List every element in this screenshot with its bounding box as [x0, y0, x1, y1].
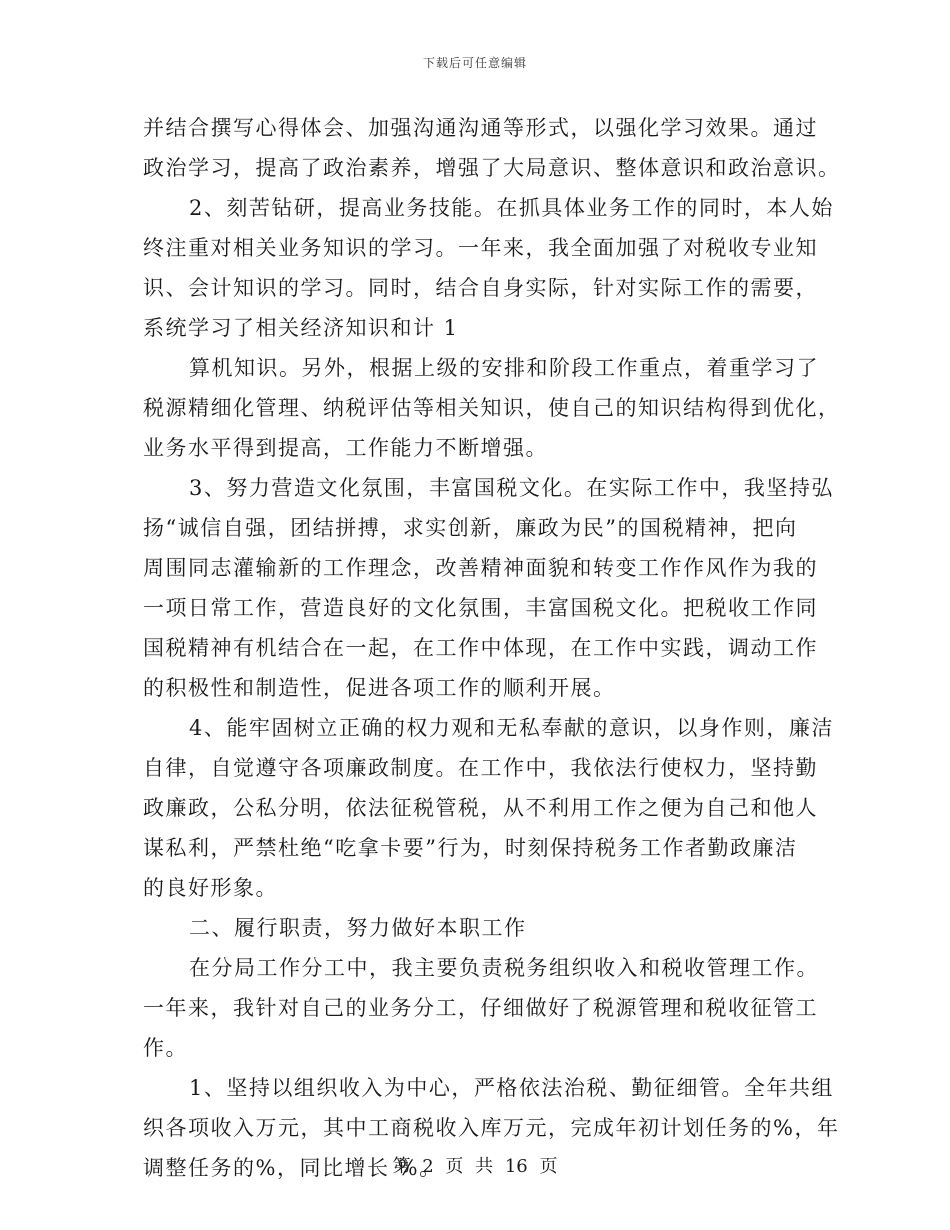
- body-line: 政治学习，提高了政治素养，增强了大局意识、整体意识和政治意识。: [143, 156, 841, 180]
- body-line: 终注重对相关业务知识的学习。一年来，我全面加强了对税收专业知: [143, 236, 818, 260]
- body-line: 谋私利，严禁杜绝“吃拿卡要”行为，时刻保持税务工作者勤政廉洁: [143, 836, 798, 860]
- page-header-note: 下载后可任意编辑: [422, 56, 527, 70]
- body-line: 织各项收入万元，其中工商税收入库万元，完成年初计划任务的%，年: [143, 1116, 840, 1140]
- body-line: 税源精细化管理、纳税评估等相关知识，使自己的知识结构得到优化，: [143, 396, 841, 420]
- section-heading: 二、履行职责，努力做好本职工作: [189, 916, 527, 940]
- body-line: 的良好形象。: [143, 876, 278, 900]
- body-line: 作。: [143, 1036, 188, 1060]
- body-line: 自律，自觉遵守各项廉政制度。在工作中，我依法行使权力，坚持勤: [143, 756, 818, 780]
- page-number-footer: 第 2 页 共 16 页: [392, 1156, 558, 1177]
- body-line: 调整任务的%，同比增长 %。: [143, 1156, 442, 1180]
- body-line: 政廉政，公私分明，依法征税管税，从不利用工作之便为自己和他人: [143, 796, 818, 820]
- body-line: 算机知识。另外，根据上级的安排和阶段工作重点，着重学习了: [189, 356, 819, 380]
- body-line: 2、刻苦钻研，提高业务技能。在抓具体业务工作的同时，本人始: [189, 196, 834, 220]
- body-line: 3、努力营造文化氛围，丰富国税文化。在实际工作中，我坚持弘: [189, 476, 834, 500]
- body-line: 识、会计知识的学习。同时，结合自身实际，针对实际工作的需要，: [143, 276, 818, 300]
- document-body: [143, 108, 841, 1188]
- body-line: 一年来，我针对自己的业务分工，仔细做好了税源管理和税收征管工: [143, 996, 818, 1020]
- body-line: 的积极性和制造性，促进各项工作的顺利开展。: [143, 676, 616, 700]
- body-line: 一项日常工作，营造良好的文化氛围，丰富国税文化。把税收工作同: [143, 596, 818, 620]
- body-line: 4、能牢固树立正确的权力观和无私奉献的意识，以身作则，廉洁: [189, 716, 834, 740]
- body-line: 并结合撰写心得体会、加强沟通沟通等形式，以强化学习效果。通过: [143, 116, 818, 140]
- body-line: 系统学习了相关经济知识和计 1: [143, 316, 459, 340]
- body-line: 1、坚持以组织收入为中心，严格依法治税、勤征细管。全年共组: [189, 1076, 834, 1100]
- body-line: 国税精神有机结合在一起，在工作中体现，在工作中实践，调动工作: [143, 636, 818, 660]
- body-line: 在分局工作分工中，我主要负责税务组织收入和税收管理工作。: [189, 956, 819, 980]
- body-line: 周围同志灌输新的工作理念，改善精神面貌和转变工作作风作为我的: [143, 556, 818, 580]
- body-line: 业务水平得到提高，工作能力不断增强。: [143, 436, 548, 460]
- body-line: 扬“诚信自强，团结拼搏，求实创新，廉政为民”的国税精神，把向: [143, 516, 798, 540]
